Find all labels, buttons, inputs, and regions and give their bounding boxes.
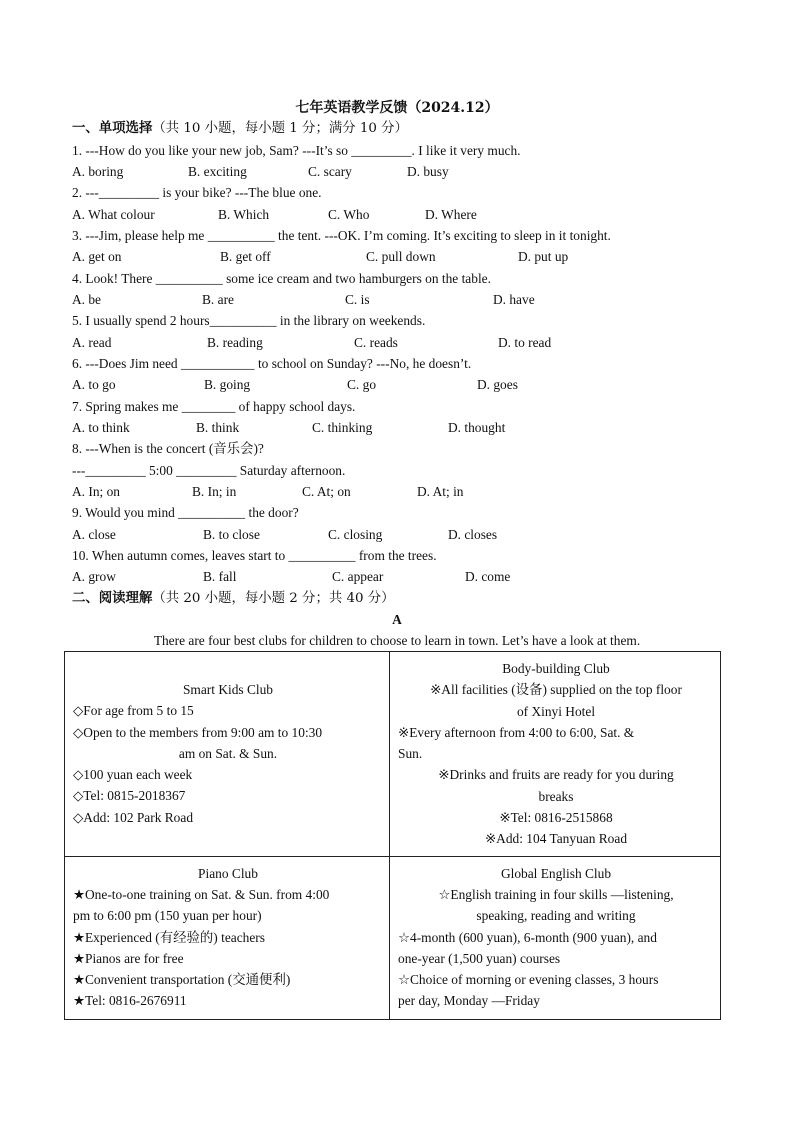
question-2: 2. ---_________ is your bike? ---The blue one. <box>72 185 322 200</box>
club-line: one-year (1,500 yuan) courses <box>398 950 561 966</box>
options-8 <box>72 482 722 502</box>
question-6: 6. ---Does Jim need ___________ to school on Sunday? ---No, he doesn’t. <box>72 356 472 371</box>
club-line: pm to 6:00 pm (150 yuan per hour) <box>73 908 262 924</box>
option[interactable]: B. get off <box>220 249 271 264</box>
option[interactable]: C. pull down <box>366 249 436 264</box>
passage-intro: There are four best clubs for children to choose to learn in town. Let’s have a look at them. <box>153 633 641 648</box>
options-2 <box>72 205 722 225</box>
section1-heading <box>72 118 408 138</box>
option[interactable]: D. to read <box>498 335 552 350</box>
options-5 <box>72 333 722 353</box>
option[interactable]: C. thinking <box>312 420 373 435</box>
club-line: speaking, reading and writing <box>476 908 636 924</box>
club-line: per day, Monday —Friday <box>398 993 540 1009</box>
option[interactable]: A. boring <box>72 164 124 179</box>
clubs-table <box>64 651 721 1020</box>
club-name: Piano Club <box>198 865 258 881</box>
option[interactable]: D. busy <box>407 164 449 179</box>
option[interactable]: A. to go <box>72 377 116 392</box>
club-line: ★Pianos are for free <box>73 950 184 966</box>
smart-kids-club-cell <box>65 652 390 857</box>
option[interactable]: B. are <box>202 292 234 307</box>
option[interactable]: B. going <box>204 377 251 392</box>
club-line: ※Drinks and fruits are ready for you during <box>438 767 674 783</box>
club-line: am on Sat. & Sun. <box>178 745 278 761</box>
question-3: 3. ---Jim, please help me __________ the tent. ---OK. I’m coming. It’s exciting to sleep in it tonight. <box>72 228 611 243</box>
club-line: ※All facilities (设备) supplied on the top floor <box>430 682 682 698</box>
club-line: Sun. <box>398 746 423 762</box>
option[interactable]: C. go <box>347 377 377 392</box>
club-line: ★Tel: 0816-2676911 <box>73 993 187 1009</box>
club-line: ◇Open to the members from 9:00 am to 10:30 <box>73 724 323 740</box>
option[interactable]: C. reads <box>354 335 398 350</box>
section1-note: （共 10 小题，每小题 1 分；满分 10 分） <box>152 121 408 136</box>
option[interactable]: A. In; on <box>72 484 120 499</box>
option[interactable]: D. goes <box>477 377 518 392</box>
option[interactable]: A. read <box>72 335 112 350</box>
club-line: ★Experienced (有经验的) teachers <box>73 929 265 945</box>
options-7 <box>72 418 722 438</box>
option[interactable]: D. thought <box>448 420 506 435</box>
option[interactable]: A. grow <box>72 569 116 584</box>
question-1: 1. ---How do you like your new job, Sam? ---It’s so _________. I like it very much. <box>72 143 521 158</box>
passage-label: A <box>392 612 402 627</box>
option[interactable]: C. Who <box>328 207 370 222</box>
section2-note: （共 20 小题，每小题 2 分；共 40 分） <box>152 591 395 606</box>
option[interactable]: C. At; on <box>302 484 351 499</box>
option[interactable]: B. to close <box>203 527 260 542</box>
option[interactable]: D. closes <box>448 527 498 542</box>
option[interactable]: D. come <box>465 569 511 584</box>
club-name: Body-building Club <box>502 661 610 676</box>
club-line: ※Every afternoon from 4:00 to 6:00, Sat. & <box>398 724 635 740</box>
option[interactable]: D. Where <box>425 207 477 222</box>
club-name: Global English Club <box>500 865 612 881</box>
question-4: 4. Look! There __________ some ice cream and two hamburgers on the table. <box>72 271 491 286</box>
option[interactable]: C. is <box>345 292 370 307</box>
question-7: 7. Spring makes me ________ of happy school days. <box>72 399 356 414</box>
section1-title: 一、单项选择 <box>72 120 153 136</box>
option[interactable]: D. put up <box>518 249 569 264</box>
options-10 <box>72 567 722 587</box>
club-line: ★Convenient transportation (交通便利) <box>73 972 291 988</box>
option[interactable]: A. be <box>72 292 102 307</box>
club-line: ◇Tel: 0815-2018367 <box>73 788 186 804</box>
option[interactable]: C. scary <box>308 164 352 179</box>
club-line: ◇Add: 102 Park Road <box>73 809 194 825</box>
section2-title: 二、阅读理解 <box>72 590 153 606</box>
question-8: 8. ---When is the concert (音乐会)? <box>72 441 264 456</box>
options-6 <box>72 375 722 395</box>
options-9 <box>72 525 722 545</box>
club-line: ☆4-month (600 yuan), 6-month (900 yuan), and <box>398 929 657 945</box>
club-line: ※Add: 104 Tanyuan Road <box>484 831 628 847</box>
option[interactable]: C. closing <box>328 527 383 542</box>
option[interactable]: A. get on <box>72 249 122 264</box>
option[interactable]: A. close <box>72 527 116 542</box>
option[interactable]: B. fall <box>203 569 237 584</box>
club-name: Smart Kids Club <box>182 682 274 697</box>
question-5: 5. I usually spend 2 hours__________ in the library on weekends. <box>72 313 426 328</box>
option[interactable]: C. appear <box>332 569 384 584</box>
options-4 <box>72 290 722 310</box>
body-building-club-cell <box>390 652 721 857</box>
option[interactable]: A. What colour <box>72 207 155 222</box>
question-8-answer-line: ---_________ 5:00 _________ Saturday afternoon. <box>72 463 346 478</box>
section2-heading <box>72 588 395 608</box>
option[interactable]: D. have <box>493 292 535 307</box>
question-10: 10. When autumn comes, leaves start to __________ from the trees. <box>72 548 437 563</box>
club-line: ☆English training in four skills —listening, <box>438 886 674 902</box>
option[interactable]: B. think <box>196 420 240 435</box>
piano-club-cell <box>65 856 390 1019</box>
option[interactable]: B. reading <box>207 335 263 350</box>
club-line: of Xinyi Hotel <box>516 703 596 719</box>
option[interactable]: B. Which <box>218 207 270 222</box>
club-line: ◇For age from 5 to 15 <box>73 703 194 719</box>
option[interactable]: A. to think <box>72 420 130 435</box>
question-9: 9. Would you mind __________ the door? <box>72 505 299 520</box>
option[interactable]: B. exciting <box>188 164 247 179</box>
option[interactable]: B. In; in <box>192 484 237 499</box>
club-line: ☆Choice of morning or evening classes, 3 hours <box>398 972 659 988</box>
page-title: 七年英语教学反馈（2024.12） <box>295 100 499 116</box>
global-english-club-cell <box>390 856 721 1019</box>
club-line: ★One-to-one training on Sat. & Sun. from 4:00 <box>73 886 330 902</box>
club-line: breaks <box>538 788 574 804</box>
option[interactable]: D. At; in <box>417 484 464 499</box>
options-1 <box>72 162 722 182</box>
club-line: ◇100 yuan each week <box>73 767 193 783</box>
club-line: ※Tel: 0816-2515868 <box>499 810 613 826</box>
options-3 <box>72 247 722 267</box>
